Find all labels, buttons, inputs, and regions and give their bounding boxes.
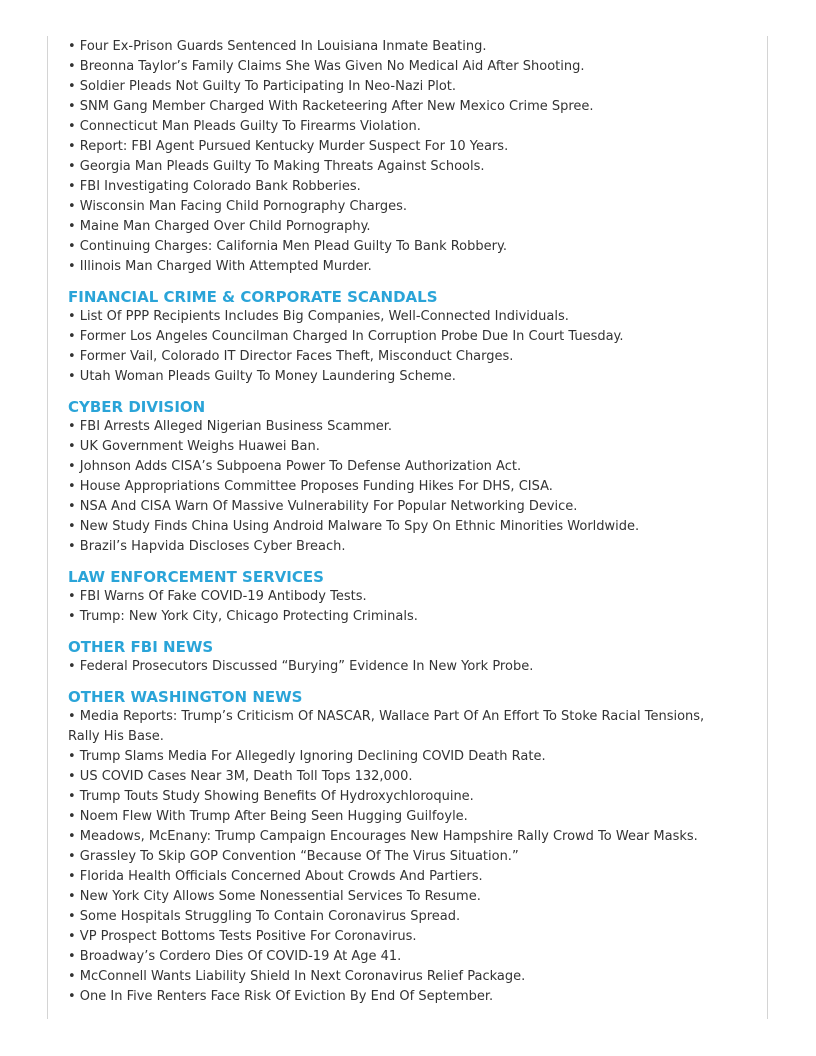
section-heading: FINANCIAL CRIME & CORPORATE SCANDALS [68,288,438,306]
section-cyber-division [68,397,728,557]
list-item: • Broadway’s Cordero Dies Of COVID-19 At Age 41. [68,949,402,964]
list-item: • Former Vail, Colorado IT Director Faces Theft, Misconduct Charges. [68,349,514,364]
list-item: • Georgia Man Pleads Guilty To Making Threats Against Schools. [68,159,485,174]
list-item: • Former Los Angeles Councilman Charged In Corruption Probe Due In Court Tuesday. [68,329,624,344]
top-news-list [68,37,728,277]
list-item: • Some Hospitals Struggling To Contain Coronavirus Spread. [68,909,461,924]
section-heading: CYBER DIVISION [68,398,206,416]
list-item: • Trump: New York City, Chicago Protecting Criminals. [68,609,418,624]
list-item: • Trump Touts Study Showing Benefits Of Hydroxychloroquine. [68,789,474,804]
list-item: • FBI Warns Of Fake COVID-19 Antibody Tests. [68,589,367,604]
list-item: • SNM Gang Member Charged With Racketeering After New Mexico Crime Spree. [68,99,594,114]
section-heading: LAW ENFORCEMENT SERVICES [68,568,324,586]
list-item: • Federal Prosecutors Discussed “Burying” Evidence In New York Probe. [68,659,534,674]
list-item: • FBI Investigating Colorado Bank Robberies. [68,179,361,194]
list-item: • US COVID Cases Near 3M, Death Toll Tops 132,000. [68,769,413,784]
list-item: • Johnson Adds CISA’s Subpoena Power To Defense Authorization Act. [68,459,522,474]
list-item: • Four Ex-Prison Guards Sentenced In Louisiana Inmate Beating. [68,39,487,54]
list-item: • New York City Allows Some Nonessential Services To Resume. [68,889,481,904]
section-other-washington-news [68,687,728,1007]
list-item: • New Study Finds China Using Android Malware To Spy On Ethnic Minorities Worldwide. [68,519,640,534]
list-item: • Breonna Taylor’s Family Claims She Was Given No Medical Aid After Shooting. [68,59,585,74]
list-item: • One In Five Renters Face Risk Of Eviction By End Of September. [68,989,494,1004]
list-item: • Connecticut Man Pleads Guilty To Firearms Violation. [68,119,421,134]
list-item: • Grassley To Skip GOP Convention “Because Of The Virus Situation.” [68,849,519,864]
list-item: • Illinois Man Charged With Attempted Murder. [68,259,372,274]
list-item: • NSA And CISA Warn Of Massive Vulnerability For Popular Networking Device. [68,499,578,514]
list-item: • Utah Woman Pleads Guilty To Money Laundering Scheme. [68,369,456,384]
list-item: • FBI Arrests Alleged Nigerian Business Scammer. [68,419,393,434]
list-item: • McConnell Wants Liability Shield In Next Coronavirus Relief Package. [68,969,526,984]
list-item: • Soldier Pleads Not Guilty To Participating In Neo-Nazi Plot. [68,79,457,94]
list-item: • Wisconsin Man Facing Child Pornography Charges. [68,199,408,214]
list-item: • Noem Flew With Trump After Being Seen Hugging Guilfoyle. [68,809,468,824]
list-item: • Florida Health Officials Concerned About Crowds And Partiers. [68,869,483,884]
list-item: • Trump Slams Media For Allegedly Ignoring Declining COVID Death Rate. [68,749,546,764]
list-item: • Report: FBI Agent Pursued Kentucky Murder Suspect For 10 Years. [68,139,509,154]
section-law-enforcement-services [68,567,728,627]
section-other-fbi-news [68,637,728,677]
section-heading: OTHER WASHINGTON NEWS [68,688,303,706]
list-item: • VP Prospect Bottoms Tests Positive For Coronavirus. [68,929,417,944]
section-heading: OTHER FBI NEWS [68,638,214,656]
list-item: • UK Government Weighs Huawei Ban. [68,439,320,454]
news-list [68,37,728,1007]
list-item: • House Appropriations Committee Proposes Funding Hikes For DHS, CISA. [68,479,553,494]
list-item: • Brazil’s Hapvida Discloses Cyber Breach. [68,539,346,554]
list-item: • List Of PPP Recipients Includes Big Companies, Well-Connected Individuals. [68,309,569,324]
list-item: • Maine Man Charged Over Child Pornography. [68,219,371,234]
section-financial-crime [68,287,728,387]
list-item: • Meadows, McEnany: Trump Campaign Encourages New Hampshire Rally Crowd To Wear Masks. [68,829,698,844]
list-item: • Continuing Charges: California Men Plead Guilty To Bank Robbery. [68,239,507,254]
list-item: • Media Reports: Trump’s Criticism Of NASCAR, Wallace Part Of An Effort To Stoke Racial Tensions, Rally His Base. [68,709,705,744]
